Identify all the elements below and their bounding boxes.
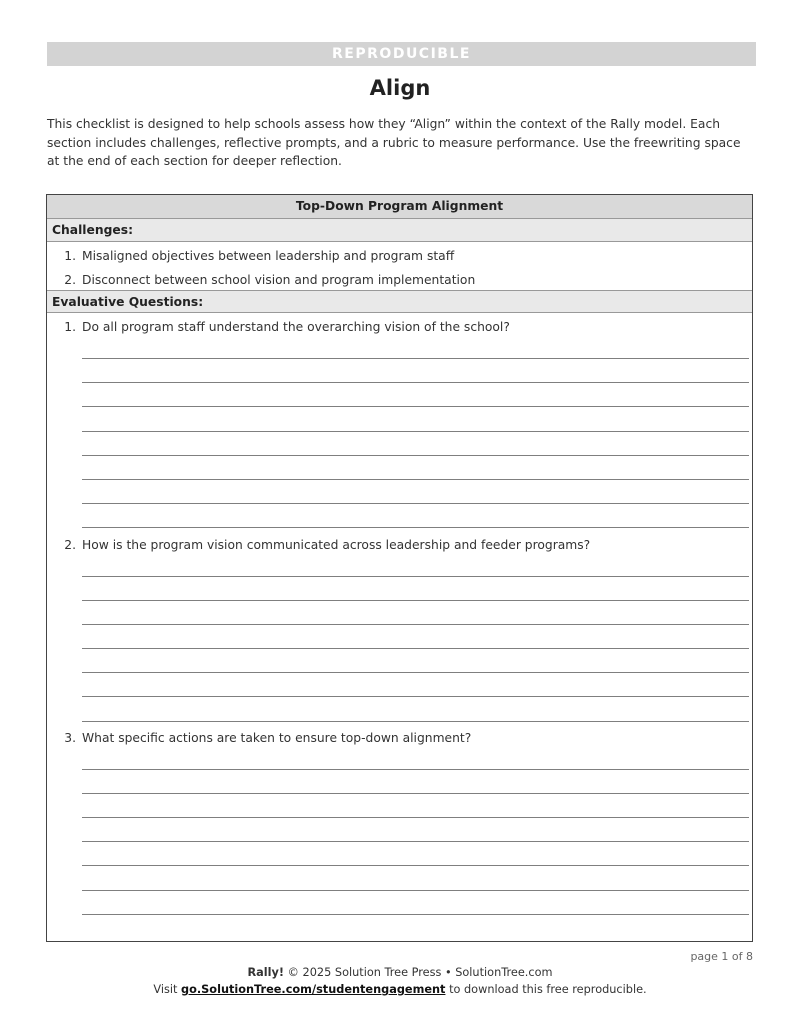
answer-line[interactable] [82, 527, 749, 528]
challenge-text: Disconnect between school vision and program implementation [82, 273, 476, 287]
answer-line[interactable] [82, 721, 749, 722]
answer-line[interactable] [82, 479, 749, 480]
answer-line[interactable] [82, 431, 749, 432]
answer-line[interactable] [82, 624, 749, 625]
answer-line[interactable] [82, 817, 749, 818]
answer-line[interactable] [82, 382, 749, 383]
answer-line[interactable] [82, 600, 749, 601]
question-text: What specific actions are taken to ensure top-down alignment? [82, 731, 472, 745]
question-text: How is the program vision communicated across leadership and feeder programs? [82, 538, 591, 552]
questions-label: Evaluative Questions: [47, 290, 752, 313]
page-title: Align [369, 76, 431, 100]
question-text: Do all program staff understand the overarching vision of the school? [82, 320, 510, 334]
question-number: 1. [64, 320, 76, 334]
answer-line[interactable] [82, 503, 749, 504]
challenge-number: 2. [64, 273, 76, 287]
challenge-number: 1. [64, 249, 76, 263]
question-number: 2. [64, 538, 76, 552]
answer-line[interactable] [82, 696, 749, 697]
intro-paragraph: This checklist is designed to help schools assess how they “Align” within the context of the Rally model. Each section includes challenges, reflective prompts, and a rubric to measure performance. Use the freewriting space at the end of each section for deeper reflection. [47, 117, 741, 168]
challenges-label: Challenges: [47, 219, 752, 242]
answer-line[interactable] [82, 576, 749, 577]
answer-line[interactable] [82, 841, 749, 842]
answer-line[interactable] [82, 672, 749, 673]
footer-copyright [0, 966, 800, 979]
checklist-table [46, 194, 753, 942]
answer-line[interactable] [82, 648, 749, 649]
reproducible-banner: REPRODUCIBLE [47, 42, 756, 66]
answer-line[interactable] [82, 406, 749, 407]
answer-line[interactable] [82, 890, 749, 891]
challenge-text: Misaligned objectives between leadership and program staff [82, 249, 455, 263]
answer-line[interactable] [82, 358, 749, 359]
question-number: 3. [64, 731, 76, 745]
footer-visit [0, 983, 800, 996]
download-suffix: to download this free reproducible. [449, 983, 647, 996]
answer-line[interactable] [82, 914, 749, 915]
answer-line[interactable] [82, 793, 749, 794]
answer-line[interactable] [82, 769, 749, 770]
page-number: page 1 of 8 [690, 950, 753, 963]
answer-line[interactable] [82, 455, 749, 456]
copyright-text: © 2025 Solution Tree Press • SolutionTree.com [287, 966, 553, 979]
book-title: Rally! [247, 966, 285, 979]
answer-line[interactable] [82, 865, 749, 866]
download-link[interactable]: go.SolutionTree.com/studentengagement [181, 983, 446, 996]
visit-text: Visit [153, 983, 178, 996]
table-heading: Top-Down Program Alignment [47, 195, 752, 219]
